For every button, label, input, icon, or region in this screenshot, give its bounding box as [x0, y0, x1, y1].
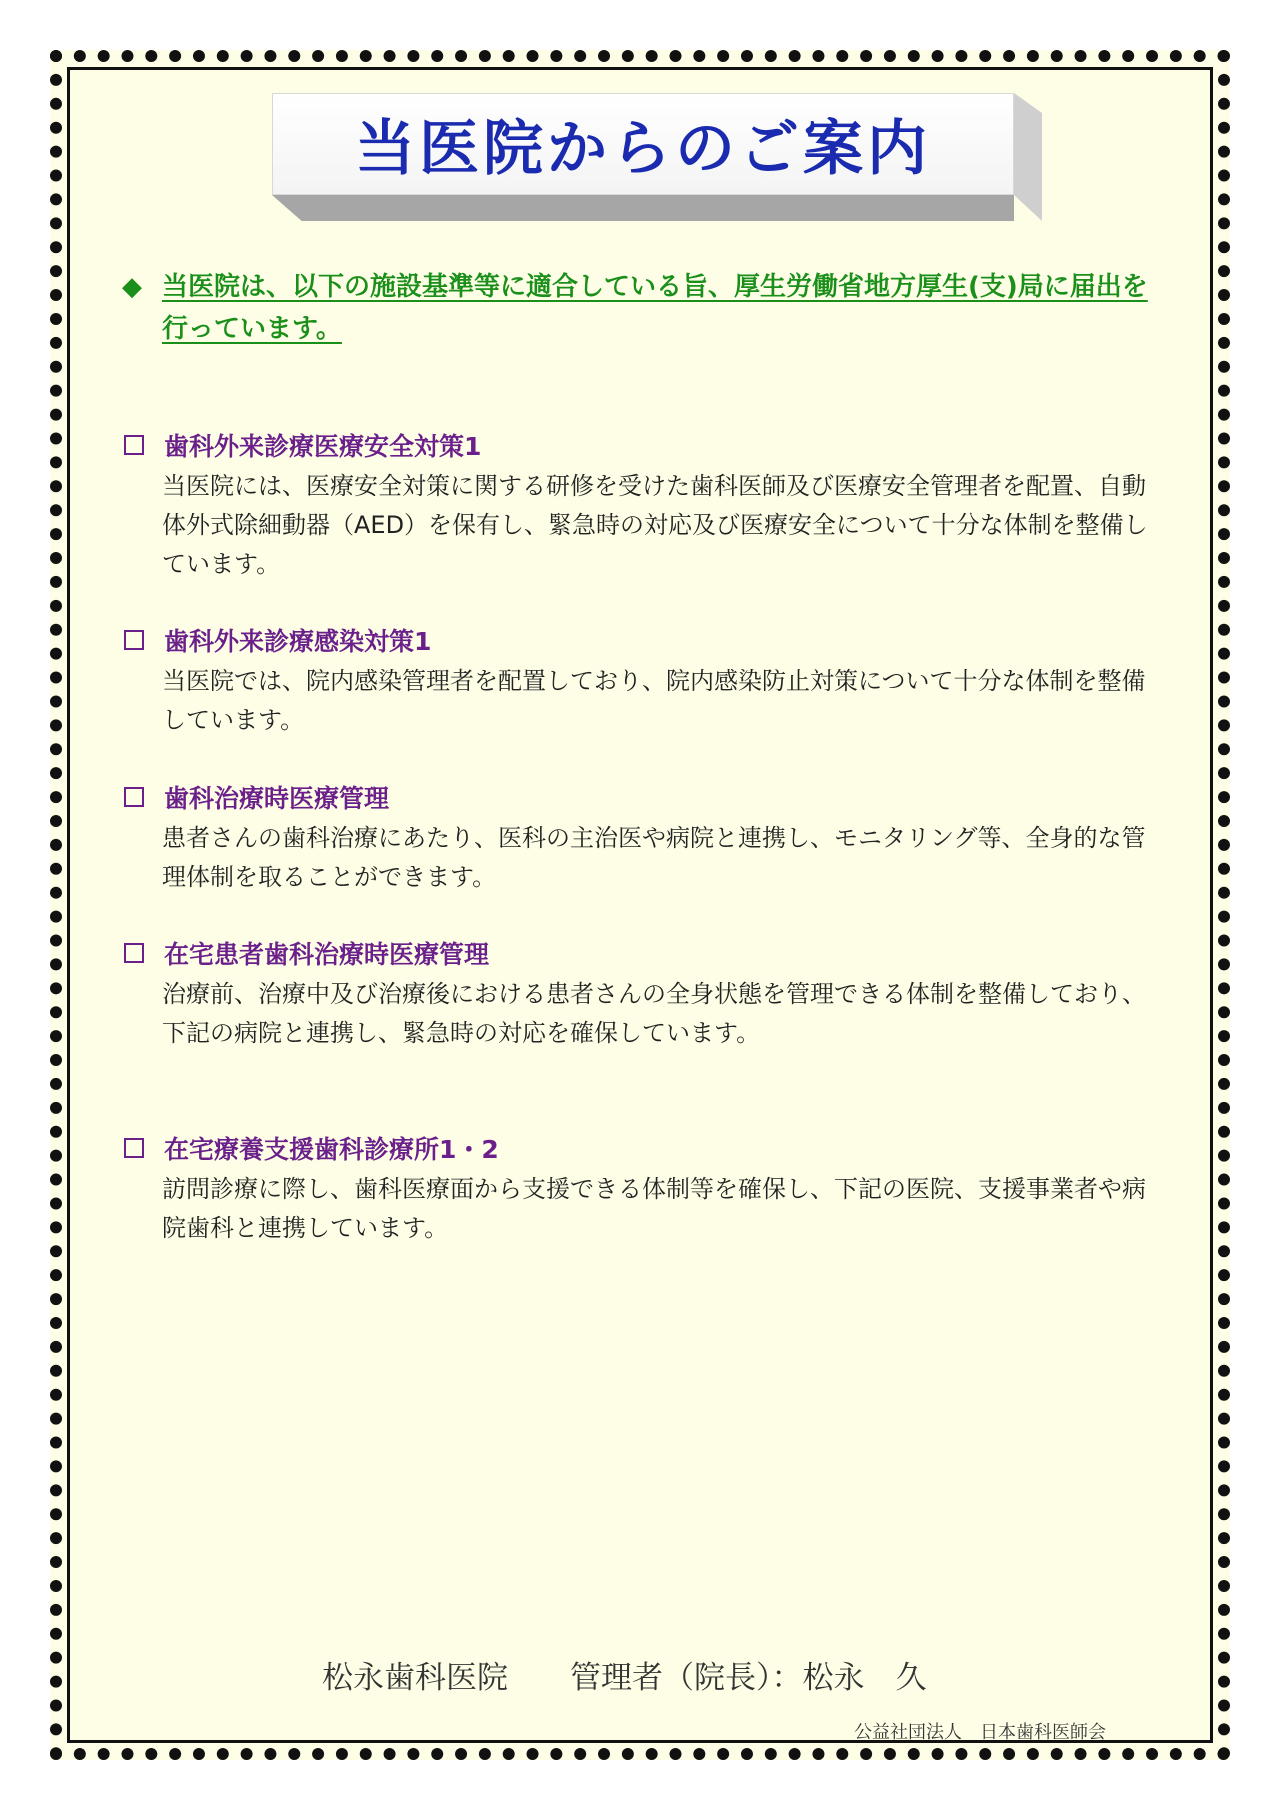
section-treatment-management: [124, 777, 1164, 897]
title-banner-shadow-bottom: [272, 195, 1014, 221]
notice-statement: [122, 266, 1162, 350]
section-body: 患者さんの歯科治療にあたり、医科の主治医や病院と連携し、モニタリング等、全身的な管理体制を取ることができます。: [162, 824, 1146, 891]
section-home-patient-management: [124, 933, 1164, 1053]
section-body: 当医院には、医療安全対策に関する研修を受けた歯科医師及び医療安全管理者を配置、自動体外式除細動器（AED）を保有し、緊急時の対応及び医療安全について十分な体制を整備しています。: [162, 472, 1148, 578]
section-safety: [124, 425, 1164, 584]
section-infection: [124, 620, 1164, 740]
checkbox-square-icon: [124, 943, 144, 963]
diamond-bullet-icon: ◆: [122, 272, 142, 302]
section-title: 歯科治療時医療管理: [164, 784, 390, 813]
notice-text: 当医院は、以下の施設基準等に適合している旨、厚生労働省地方厚生(支)局に届出を行っています。: [162, 272, 1148, 344]
page-title: 当医院からのご案内: [355, 114, 931, 184]
checkbox-square-icon: [124, 1138, 144, 1158]
section-title: 在宅療養支援歯科診療所1・2: [164, 1135, 499, 1164]
association-name: 公益社団法人 日本歯科医師会: [854, 1722, 1106, 1743]
section-title: 在宅患者歯科治療時医療管理: [164, 940, 490, 969]
checkbox-square-icon: [124, 630, 144, 650]
section-home-care-support: [124, 1128, 1164, 1248]
section-body: 治療前、治療中及び治療後における患者さんの全身状態を管理できる体制を整備しており、下記の病院と連携し、緊急時の対応を確保しています。: [162, 980, 1146, 1047]
title-banner: [272, 93, 1014, 195]
checkbox-square-icon: [124, 435, 144, 455]
section-title: 歯科外来診療医療安全対策1: [164, 432, 482, 461]
title-banner-face: [272, 93, 1014, 195]
section-body: 当医院では、院内感染管理者を配置しており、院内感染防止対策について十分な体制を整備しています。: [162, 667, 1146, 734]
section-title: 歯科外来診療感染対策1: [164, 627, 432, 656]
clinic-manager-line: 松永歯科医院 管理者（院長）：松永 久: [322, 1660, 927, 1696]
section-body: 訪問診療に際し、歯科医療面から支援できる体制等を確保し、下記の医院、支援事業者や病院歯科と連携しています。: [162, 1175, 1146, 1242]
checkbox-square-icon: [124, 787, 144, 807]
